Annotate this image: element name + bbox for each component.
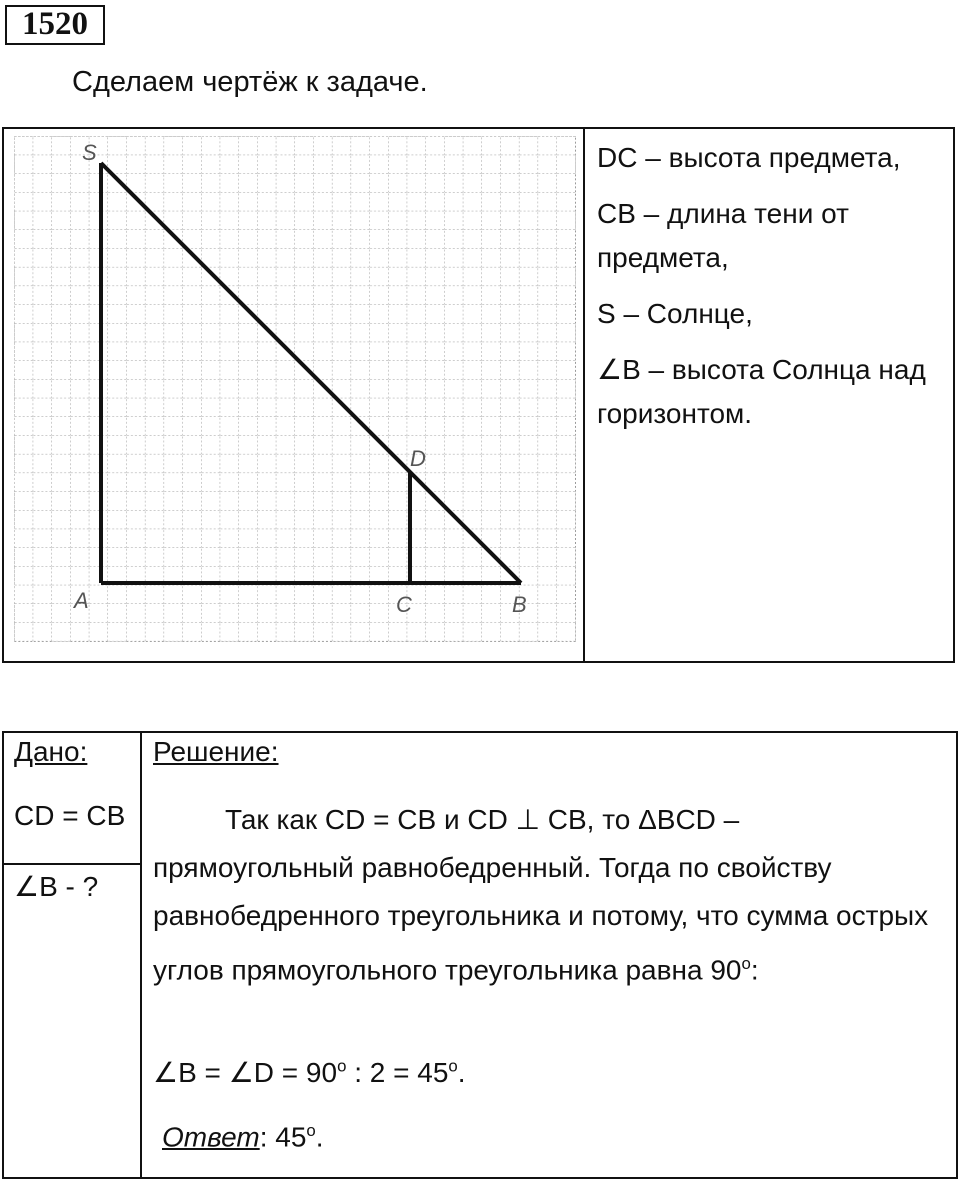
answer-label: Ответ: [162, 1121, 260, 1153]
note-dc: DC – высота предмета,: [597, 142, 901, 173]
point-label-B: B: [512, 592, 527, 617]
solution-formula: [153, 1056, 466, 1089]
answer-end: .: [315, 1121, 324, 1153]
find-question: ∠B - ?: [14, 871, 99, 902]
note-s: S – Солнце,: [597, 298, 753, 329]
figure-notes: [597, 136, 952, 448]
solution-title: Решение:: [153, 736, 279, 767]
answer-degree: o: [306, 1121, 316, 1140]
grid-background: [14, 136, 576, 642]
formula-part-b: : 2 = 45: [346, 1057, 449, 1088]
point-label-D: D: [410, 446, 426, 471]
solution-body: Так как CD = CB и CD ⊥ CB, то ΔBCD – прямоугольный равнобедренный. Тогда по свойству равнобедренного треугольника и потому, что сумма острых углов прямоугольного треугольника равна 90: [153, 804, 929, 986]
point-label-A: A: [74, 588, 89, 613]
given-find-divider: [2, 863, 140, 865]
intro-text: Сделаем чертёж к задаче.: [72, 66, 428, 98]
given-condition: CD = CB: [14, 800, 126, 831]
point-label-S: S: [82, 140, 97, 165]
point-label-C: C: [396, 592, 412, 617]
given-title: Дано:: [14, 736, 88, 767]
note-angle-b: ∠B – высота Солнца над горизонтом.: [597, 354, 926, 429]
degree-sign: o: [741, 954, 751, 973]
formula-part-a: ∠B = ∠D = 90: [153, 1057, 338, 1088]
note-cb: CB – длина тени от предмета,: [597, 198, 849, 273]
solution-text: [153, 796, 943, 994]
answer-value: : 45: [259, 1121, 307, 1153]
formula-degree-1: o: [337, 1056, 347, 1076]
figure-table-divider: [583, 127, 585, 663]
answer-line: [162, 1121, 324, 1153]
solution-colon: :: [750, 954, 759, 986]
solution-table-divider: [140, 731, 142, 1179]
formula-degree-2: o: [448, 1056, 458, 1076]
triangle-drawing: [14, 136, 576, 642]
problem-number: 1520: [5, 5, 105, 45]
formula-end: .: [457, 1057, 466, 1088]
